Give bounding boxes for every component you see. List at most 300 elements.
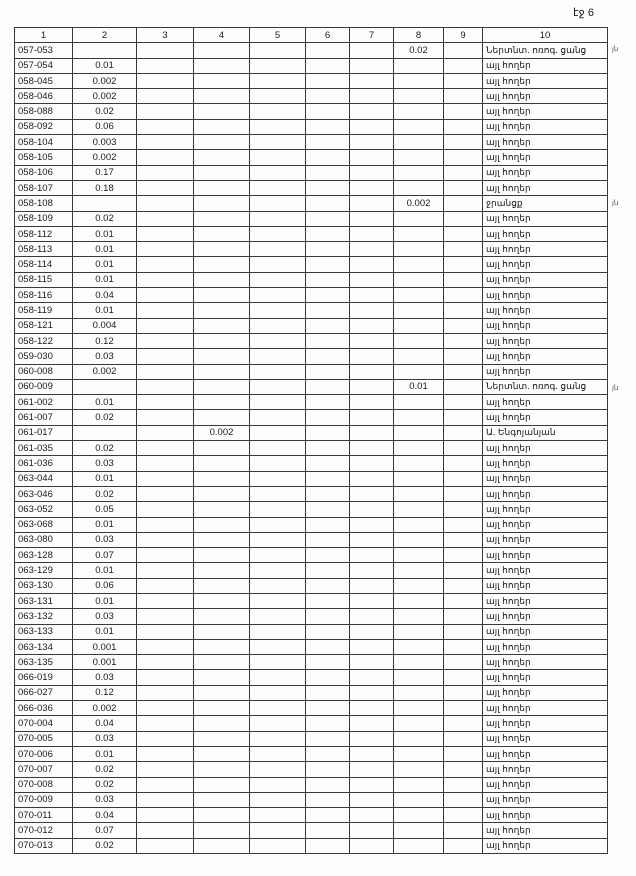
table-row [15,73,608,88]
col5-cell [250,333,306,348]
col2-value-cell: 0.002 [73,150,137,165]
col8-value-cell [394,303,444,318]
col3-cell [137,762,194,777]
table-row [15,838,608,853]
col6-cell [306,43,350,58]
table-row [15,395,608,410]
col3-cell [137,639,194,654]
col4-value-cell [194,379,250,394]
col2-value-cell: 0.03 [73,731,137,746]
col9-cell [444,180,483,195]
table-row [15,165,608,180]
col4-value-cell [194,731,250,746]
col7-cell [350,716,394,731]
col7-cell [350,196,394,211]
col9-cell [444,119,483,134]
col8-value-cell [394,716,444,731]
col3-cell [137,578,194,593]
col3-cell [137,701,194,716]
col7-cell [350,578,394,593]
land-type-cell: այլ հողեր [483,517,608,532]
col2-value-cell: 0.01 [73,272,137,287]
col9-cell [444,333,483,348]
parcel-code-cell: 058-104 [15,135,73,150]
col7-cell [350,165,394,180]
col5-cell [250,838,306,853]
col4-value-cell [194,823,250,838]
col6-cell [306,777,350,792]
table-row [15,548,608,563]
col2-value-cell: 0.18 [73,180,137,195]
land-type-cell: այլ հողեր [483,624,608,639]
col8-value-cell [394,395,444,410]
col2-value-cell: 0.07 [73,548,137,563]
col9-cell [444,135,483,150]
column-header-3: 3 [137,28,194,43]
parcel-code-cell: 059-030 [15,349,73,364]
col6-cell [306,517,350,532]
col2-value-cell: 0.06 [73,578,137,593]
col3-cell [137,670,194,685]
col3-cell [137,119,194,134]
col2-value-cell: 0.02 [73,410,137,425]
col6-cell [306,578,350,593]
col9-cell [444,303,483,318]
col9-cell [444,425,483,440]
col4-value-cell [194,272,250,287]
col5-cell [250,731,306,746]
col9-cell [444,73,483,88]
col7-cell [350,379,394,394]
land-type-cell: այլ հողեր [483,303,608,318]
header-row [15,28,608,43]
col8-value-cell [394,731,444,746]
table-row [15,777,608,792]
parcel-code-cell: 066-019 [15,670,73,685]
col9-cell [444,226,483,241]
col7-cell [350,517,394,532]
col4-value-cell [194,333,250,348]
col3-cell [137,716,194,731]
column-header-7: 7 [350,28,394,43]
table-row [15,639,608,654]
land-type-cell: այլ հողեր [483,318,608,333]
table-body [15,43,608,854]
col6-cell [306,746,350,761]
col9-cell [444,701,483,716]
col9-cell [444,548,483,563]
col8-value-cell [394,58,444,73]
col8-value-cell [394,746,444,761]
table-row [15,89,608,104]
col5-cell [250,639,306,654]
col6-cell [306,685,350,700]
col6-cell [306,226,350,241]
col7-cell [350,792,394,807]
land-type-cell: այլ հողեր [483,593,608,608]
land-type-cell: այլ հողեր [483,150,608,165]
col5-cell [250,777,306,792]
table-row [15,624,608,639]
col8-value-cell [394,425,444,440]
land-type-cell: այլ հողեր [483,58,608,73]
col4-value-cell [194,701,250,716]
col3-cell [137,517,194,532]
col2-value-cell: 0.001 [73,655,137,670]
col7-cell [350,410,394,425]
table-row [15,716,608,731]
col7-cell [350,395,394,410]
col8-value-cell [394,226,444,241]
col6-cell [306,180,350,195]
col7-cell [350,180,394,195]
col9-cell [444,532,483,547]
parcel-code-cell: 070-005 [15,731,73,746]
col9-cell [444,104,483,119]
col9-cell [444,456,483,471]
col9-cell [444,441,483,456]
col2-value-cell: 0.01 [73,517,137,532]
col6-cell [306,808,350,823]
parcel-code-cell: 063-080 [15,532,73,547]
col4-value-cell: 0.002 [194,425,250,440]
parcel-code-cell: 058-106 [15,165,73,180]
table-row [15,379,608,394]
parcel-code-cell: 058-088 [15,104,73,119]
col5-cell [250,73,306,88]
col6-cell [306,655,350,670]
col8-value-cell [394,456,444,471]
col4-value-cell [194,716,250,731]
col7-cell [350,349,394,364]
col9-cell [444,43,483,58]
parcel-code-cell: 061-035 [15,441,73,456]
col8-value-cell [394,670,444,685]
col6-cell [306,425,350,440]
col9-cell [444,502,483,517]
col8-value-cell [394,593,444,608]
col7-cell [350,257,394,272]
col8-value-cell [394,104,444,119]
col7-cell [350,226,394,241]
col6-cell [306,731,350,746]
land-type-cell: այլ հողեր [483,333,608,348]
col8-value-cell [394,517,444,532]
col4-value-cell [194,517,250,532]
col7-cell [350,670,394,685]
col8-value-cell [394,333,444,348]
col3-cell [137,410,194,425]
land-type-cell: այլ հողեր [483,701,608,716]
col4-value-cell [194,563,250,578]
col3-cell [137,58,194,73]
col9-cell [444,349,483,364]
land-type-cell: Ներտնտ. ոռոգ. ցանց [483,43,608,58]
land-type-cell: այլ հողեր [483,410,608,425]
col8-value-cell [394,364,444,379]
col5-cell [250,180,306,195]
land-type-cell: այլ հողեր [483,471,608,486]
col9-cell [444,685,483,700]
parcel-code-cell: 063-133 [15,624,73,639]
col2-value-cell: 0.03 [73,456,137,471]
col3-cell [137,624,194,639]
table-row [15,303,608,318]
col5-cell [250,808,306,823]
col2-value-cell: 0.01 [73,226,137,241]
parcel-code-cell: 070-011 [15,808,73,823]
col5-cell [250,792,306,807]
col4-value-cell [194,593,250,608]
col3-cell [137,808,194,823]
parcel-code-cell: 063-135 [15,655,73,670]
col3-cell [137,242,194,257]
col9-cell [444,838,483,853]
col5-cell [250,211,306,226]
table-row [15,318,608,333]
col9-cell [444,471,483,486]
table-row [15,609,608,624]
table-row [15,578,608,593]
col5-cell [250,395,306,410]
col2-value-cell: 0.12 [73,685,137,700]
col4-value-cell [194,288,250,303]
col3-cell [137,563,194,578]
col7-cell [350,486,394,501]
col4-value-cell [194,578,250,593]
col5-cell [250,272,306,287]
col6-cell [306,792,350,807]
col5-cell [250,624,306,639]
col9-cell [444,318,483,333]
col7-cell [350,333,394,348]
col4-value-cell [194,135,250,150]
land-type-cell: այլ հողեր [483,762,608,777]
parcel-code-cell: 063-046 [15,486,73,501]
col4-value-cell [194,196,250,211]
col2-value-cell: 0.02 [73,486,137,501]
margin-annotation: յն [612,385,619,393]
col3-cell [137,257,194,272]
col3-cell [137,180,194,195]
col3-cell [137,502,194,517]
col2-value-cell [73,425,137,440]
col2-value-cell: 0.04 [73,716,137,731]
col7-cell [350,89,394,104]
col5-cell [250,119,306,134]
col4-value-cell [194,624,250,639]
col2-value-cell: 0.01 [73,242,137,257]
col2-value-cell: 0.01 [73,303,137,318]
col2-value-cell: 0.02 [73,762,137,777]
col9-cell [444,272,483,287]
col2-value-cell: 0.12 [73,333,137,348]
col8-value-cell [394,150,444,165]
land-type-cell: այլ հողեր [483,670,608,685]
col3-cell [137,226,194,241]
col9-cell [444,486,483,501]
col6-cell [306,639,350,654]
parcel-code-cell: 070-008 [15,777,73,792]
col7-cell [350,73,394,88]
col3-cell [137,196,194,211]
parcel-code-cell: 058-092 [15,119,73,134]
land-type-cell: այլ հողեր [483,364,608,379]
col2-value-cell: 0.04 [73,808,137,823]
col2-value-cell: 0.003 [73,135,137,150]
col8-value-cell [394,685,444,700]
col8-value-cell [394,486,444,501]
land-type-cell: այլ հողեր [483,456,608,471]
table-row [15,288,608,303]
col5-cell [250,823,306,838]
col7-cell [350,746,394,761]
table-row [15,532,608,547]
land-type-cell: այլ հողեր [483,441,608,456]
col3-cell [137,593,194,608]
col8-value-cell [394,655,444,670]
col8-value-cell [394,471,444,486]
col9-cell [444,563,483,578]
col2-value-cell: 0.01 [73,471,137,486]
land-type-cell: այլ հողեր [483,792,608,807]
land-type-cell: այլ հողեր [483,119,608,134]
col3-cell [137,73,194,88]
col2-value-cell: 0.02 [73,104,137,119]
col9-cell [444,823,483,838]
col3-cell [137,89,194,104]
parcel-code-cell: 058-107 [15,180,73,195]
col7-cell [350,135,394,150]
table-row [15,226,608,241]
col8-value-cell [394,502,444,517]
col9-cell [444,58,483,73]
land-type-cell: այլ հողեր [483,838,608,853]
col6-cell [306,288,350,303]
table-row [15,701,608,716]
col8-value-cell [394,777,444,792]
col9-cell [444,639,483,654]
parcel-code-cell: 063-068 [15,517,73,532]
col6-cell [306,349,350,364]
col6-cell [306,303,350,318]
parcel-code-cell: 070-012 [15,823,73,838]
column-header-2: 2 [73,28,137,43]
col5-cell [250,502,306,517]
col6-cell [306,242,350,257]
col2-value-cell: 0.01 [73,58,137,73]
col6-cell [306,119,350,134]
col6-cell [306,823,350,838]
col9-cell [444,517,483,532]
table-row [15,333,608,348]
col5-cell [250,441,306,456]
col2-value-cell: 0.07 [73,823,137,838]
land-type-cell: այլ հողեր [483,609,608,624]
col4-value-cell [194,532,250,547]
col9-cell [444,762,483,777]
col9-cell [444,211,483,226]
col3-cell [137,792,194,807]
parcel-code-cell: 058-114 [15,257,73,272]
col2-value-cell: 0.02 [73,777,137,792]
col2-value-cell: 0.002 [73,73,137,88]
col6-cell [306,624,350,639]
col4-value-cell [194,211,250,226]
land-type-cell: այլ հողեր [483,211,608,226]
col3-cell [137,823,194,838]
col6-cell [306,670,350,685]
col7-cell [350,58,394,73]
parcel-code-cell: 063-131 [15,593,73,608]
col2-value-cell: 0.01 [73,593,137,608]
parcel-code-cell: 061-017 [15,425,73,440]
col9-cell [444,808,483,823]
col2-value-cell: 0.01 [73,257,137,272]
col8-value-cell [394,762,444,777]
col6-cell [306,716,350,731]
parcel-code-cell: 070-007 [15,762,73,777]
col9-cell [444,410,483,425]
land-type-cell: այլ հողեր [483,563,608,578]
col9-cell [444,655,483,670]
table-row [15,58,608,73]
col7-cell [350,502,394,517]
land-type-cell: այլ հողեր [483,89,608,104]
parcel-code-cell: 057-053 [15,43,73,58]
col7-cell [350,288,394,303]
col8-value-cell [394,578,444,593]
col6-cell [306,471,350,486]
col5-cell [250,318,306,333]
col6-cell [306,196,350,211]
col3-cell [137,379,194,394]
col5-cell [250,364,306,379]
table-row [15,425,608,440]
table-row [15,593,608,608]
land-type-cell: այլ հողեր [483,288,608,303]
col8-value-cell [394,563,444,578]
col8-value-cell [394,838,444,853]
col6-cell [306,272,350,287]
col2-value-cell: 0.01 [73,624,137,639]
col4-value-cell [194,58,250,73]
col8-value-cell [394,823,444,838]
col6-cell [306,150,350,165]
table-row [15,731,608,746]
table-row [15,792,608,807]
land-type-cell: այլ հողեր [483,165,608,180]
col2-value-cell: 0.02 [73,838,137,853]
col8-value-cell [394,288,444,303]
col2-value-cell [73,43,137,58]
land-type-cell: այլ հողեր [483,578,608,593]
col6-cell [306,379,350,394]
parcel-code-cell: 063-052 [15,502,73,517]
table-row [15,119,608,134]
land-type-cell: այլ հողեր [483,808,608,823]
col6-cell [306,135,350,150]
land-type-cell: այլ հողեր [483,73,608,88]
parcel-code-cell: 058-122 [15,333,73,348]
land-type-cell: այլ հողեր [483,135,608,150]
col3-cell [137,532,194,547]
col4-value-cell [194,104,250,119]
col7-cell [350,808,394,823]
parcel-code-cell: 070-009 [15,792,73,807]
parcel-code-cell: 058-121 [15,318,73,333]
col7-cell [350,119,394,134]
